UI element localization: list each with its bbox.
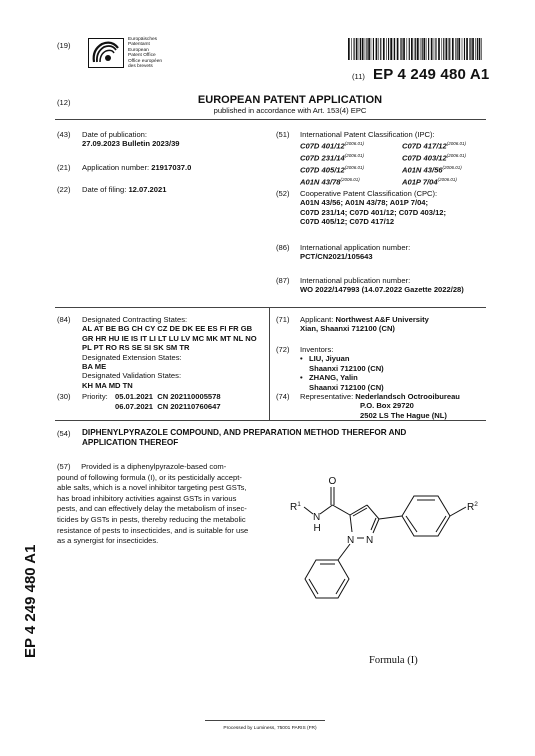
barcode-bar: [477, 38, 478, 60]
field-number-74: (74): [276, 392, 290, 401]
priority-application: CN 202110005578: [157, 392, 221, 401]
field-number-51: (51): [276, 130, 290, 139]
abstract-line: ticides by GSTs in pests, thereby reducing the metabolic: [57, 514, 246, 524]
publication-date-value: 27.09.2023 Bulletin 2023/39: [82, 139, 180, 149]
barcode-bar: [371, 38, 372, 60]
representative-label: Representative:: [300, 392, 356, 401]
field-number-57: (57): [57, 462, 71, 471]
barcode-bar: [359, 38, 360, 60]
barcode-bar: [475, 38, 476, 60]
barcode-bar: [455, 38, 456, 60]
application-number-field: [82, 163, 191, 172]
publication-date-label: Date of publication:: [82, 130, 148, 139]
barcode-bar: [438, 38, 440, 60]
barcode-bar: [388, 38, 389, 60]
barcode-bar: [407, 38, 408, 60]
extension-states-label: Designated Extension States:: [82, 352, 182, 362]
barcode-bar: [356, 38, 358, 60]
inventor-address: Shaanxi 712100 (CN): [309, 363, 384, 373]
ipc-label: International Patent Classification (IPC):: [300, 130, 435, 139]
barcode-bar: [472, 38, 474, 60]
extension-states-value: BA ME: [82, 362, 107, 372]
intl-application-label: International application number:: [300, 243, 411, 252]
priority-date: 05.01.2021: [115, 392, 154, 401]
designated-states-label: Designated Contracting States:: [82, 315, 188, 324]
barcode-bar: [365, 38, 366, 60]
office-name-line: Patentamt: [128, 42, 150, 48]
ipc-row: [300, 163, 494, 175]
designated-states-line: GR HR HU IE IS IT LI LT LU LV MC MK MT NL NO: [82, 333, 257, 343]
barcode-bar: [435, 38, 436, 60]
footer-text: Processed by Luminess, 75001 PARIS (FR): [223, 726, 317, 731]
abstract-line: pests, and can effectively delay the metabolism of insec-: [57, 504, 247, 514]
atom-label-n1: N: [347, 535, 355, 546]
field-number-84: (84): [57, 315, 71, 324]
representative-line: Nederlandsch Octrooibureau: [355, 392, 460, 401]
barcode-bar: [376, 38, 378, 60]
field-number-21: (21): [57, 163, 71, 172]
barcode-bar: [390, 38, 392, 60]
filing-date-field: [82, 185, 166, 194]
barcode-bar: [393, 38, 394, 60]
invention-title: [82, 428, 406, 448]
barcode-bar: [428, 38, 429, 60]
ipc-code: C07D $405/12^{(2006.01)}$: [300, 165, 365, 175]
barcode-bar: [378, 38, 379, 60]
barcode-bar: [403, 38, 405, 60]
priority-application: CN 202110760647: [157, 401, 221, 411]
barcode-bar: [423, 38, 425, 60]
office-name-line: European: [128, 47, 149, 53]
priority-date: 06.07.2021: [115, 401, 154, 411]
field-number-54: (54): [57, 429, 71, 438]
structure-bonds: [304, 487, 466, 598]
applicant-name: Northwest A&F University: [335, 315, 429, 324]
atom-label-r1: $R^1$: [290, 501, 301, 513]
barcode-bar: [462, 38, 463, 60]
field-number-30: (30): [57, 392, 71, 401]
barcode-bar: [360, 38, 361, 60]
barcode-bar: [415, 38, 416, 60]
ipc-row: [300, 139, 494, 151]
barcode-bar: [380, 38, 381, 60]
barcode-bar: [414, 38, 415, 60]
cpc-field: [300, 189, 446, 227]
ipc-row: [300, 175, 494, 187]
barcode-bar: [394, 38, 395, 60]
inventors-label: Inventors:: [300, 345, 334, 354]
publication-number: EP 4 249 480 A1: [373, 66, 490, 83]
atom-label-oxygen: O: [328, 476, 337, 487]
ipc-row: [300, 151, 494, 163]
abstract-line: pound of following formula (I), or its pesticidally accept-: [57, 472, 242, 482]
abstract-line: has broad inhibitory activities against GSTs in various: [57, 493, 237, 503]
atom-label-n2: N: [366, 535, 374, 546]
publication-date-field: [82, 130, 180, 149]
barcode-bar: [470, 38, 471, 60]
barcode-bar: [457, 38, 458, 60]
side-publication-number: EP 4 249 480 A1: [22, 544, 39, 658]
invention-title-line: DIPHENYLPYRAZOLE COMPOUND, AND PREPARATION METHOD THEREFOR AND: [82, 428, 407, 437]
ipc-code: A01N $43/78^{(2006.01)}$: [300, 177, 360, 187]
office-name-line: Patent Office: [128, 53, 156, 59]
barcode-bar: [397, 38, 399, 60]
barcode-bar: [366, 38, 367, 60]
priority-row: [115, 392, 221, 401]
office-name-line: Office européen: [128, 58, 163, 64]
abstract-line: as a synergist for insecticides.: [57, 536, 159, 546]
formula-caption: Formula (I): [369, 655, 418, 666]
ipc-code: C07D $403/12^{(2006.01)}$: [402, 153, 467, 163]
ipc-code: A01N $43/56^{(2006.01)}$: [402, 165, 462, 175]
filing-date-label: Date of filing:: [82, 185, 129, 194]
applicant-address: Xian, Shaanxi 712100 (CN): [300, 324, 395, 334]
ipc-code: A01P $7/04^{(2006.01)}$: [402, 177, 457, 187]
priority-field: [82, 392, 108, 401]
priority-label: Priority:: [82, 392, 108, 401]
barcode-bar: [362, 38, 364, 60]
section-divider-top: [55, 307, 486, 308]
barcode-bar: [458, 38, 460, 60]
invention-title-line: APPLICATION THEREOF: [82, 438, 179, 447]
barcode-bar: [443, 38, 444, 60]
representative-line: 2502 LS The Hague (NL): [360, 410, 447, 420]
field-number-52: (52): [276, 189, 290, 198]
ipc-code: C07D $231/14^{(2006.01)}$: [300, 153, 365, 163]
designated-states-line: AL AT BE BG CH CY CZ DE DK EE ES FI FR GB: [82, 324, 253, 334]
abstract-line: resistance of pests to insecticides, and is suitable for use: [57, 525, 249, 535]
footer-divider: [205, 720, 325, 721]
barcode-bar: [481, 38, 482, 60]
barcode-bar: [383, 38, 385, 60]
barcode-bar: [420, 38, 421, 60]
barcode-bar: [466, 38, 468, 60]
epo-logo-icon: [88, 38, 124, 68]
ipc-code: C07D $417/12^{(2006.01)}$: [402, 141, 467, 151]
inventor-name: • ZHANG, Yalin: [300, 373, 384, 382]
designated-states-field: [82, 315, 268, 390]
barcode-bar: [448, 38, 449, 60]
barcode-bar: [441, 38, 442, 60]
office-name-line: Europäisches: [128, 37, 158, 42]
atom-label-amide-n: N: [313, 512, 321, 523]
field-number-71: (71): [276, 315, 290, 324]
document-type: EUROPEAN PATENT APPLICATION: [197, 94, 383, 106]
abstract: [57, 462, 269, 547]
intl-application-value: PCT/CN2021/105643: [300, 252, 373, 262]
inventor-address: Shaanxi 712100 (CN): [309, 382, 384, 392]
field-number-87: (87): [276, 276, 290, 285]
atom-label-r2: $R^2$: [467, 501, 478, 513]
barcode-bar: [452, 38, 454, 60]
cpc-line: C07D 231/14; C07D 401/12; C07D 403/12;: [300, 207, 447, 217]
barcode-bar: [348, 38, 350, 60]
intl-publication-label: International publication number:: [300, 276, 411, 285]
barcode: [348, 38, 484, 65]
validation-states-label: Designated Validation States:: [82, 371, 182, 381]
barcode-bar: [409, 38, 410, 60]
barcode-bar: [373, 38, 374, 60]
barcode-bar: [449, 38, 450, 60]
cpc-label: Cooperative Patent Classification (CPC):: [300, 189, 438, 198]
abstract-line: Provided is a diphenylpyrazole-based com-: [81, 462, 227, 471]
field-number-72: (72): [276, 345, 290, 354]
office-names: [128, 37, 162, 69]
field-number-86: (86): [276, 243, 290, 252]
barcode-bar: [401, 38, 402, 60]
field-number-22: (22): [57, 185, 71, 194]
field-number-11: (11): [352, 72, 365, 81]
field-number-43: (43): [57, 130, 71, 139]
barcode-bar: [400, 38, 401, 60]
validation-states-value: KH MA MD TN: [82, 380, 133, 390]
barcode-bar: [368, 38, 370, 60]
barcode-bar: [417, 38, 419, 60]
application-number-label: Application number:: [82, 163, 152, 172]
barcode-bar: [411, 38, 413, 60]
atom-label-h: H: [313, 523, 321, 534]
ipc-field: [300, 130, 494, 187]
ipc-code: C07D $401/12^{(2006.01)}$: [300, 141, 365, 151]
abstract-line: able salts, which is a novel inhibitor targeting pest GSTs,: [57, 483, 247, 493]
structure-atom-labels: [290, 476, 478, 546]
cpc-line: A01N 43/56; A01N 43/78; A01P 7/04;: [300, 198, 429, 208]
barcode-bar: [351, 38, 352, 60]
intl-publication-value: WO 2022/147993 (14.07.2022 Gazette 2022/28): [300, 285, 464, 295]
designated-states-line: PL PT RO RS SE SI SK SM TR: [82, 343, 190, 353]
barcode-bar: [426, 38, 427, 60]
representative-field: [300, 392, 460, 420]
barcode-bar: [446, 38, 448, 60]
applicant-label: Applicant:: [300, 315, 336, 324]
field-number-19: (19): [57, 41, 71, 50]
barcode-bar: [479, 38, 481, 60]
field-number-12: (12): [57, 98, 71, 107]
header-divider: [55, 119, 486, 120]
barcode-bar: [386, 38, 387, 60]
barcode-bar: [354, 38, 355, 60]
inventor-name: • LIU, Jiyuan: [300, 354, 384, 363]
chemical-structure: [280, 460, 495, 635]
intl-application-field: [300, 243, 410, 262]
representative-line: P.O. Box 29720: [360, 401, 414, 411]
barcode-bar: [431, 38, 433, 60]
applicant-field: [300, 315, 429, 334]
barcode-bar: [422, 38, 423, 60]
inventors-field: [300, 345, 384, 392]
intl-publication-field: [300, 276, 464, 295]
epo-logo: [88, 38, 124, 68]
section-vertical-divider: [269, 307, 270, 420]
priority-row: [115, 402, 221, 411]
office-name-line: des brevets: [128, 64, 153, 70]
filing-date-value: 12.07.2021: [128, 185, 167, 194]
barcode-bar: [434, 38, 435, 60]
application-number-value: 21917037.0: [151, 163, 192, 172]
barcode-bar: [469, 38, 470, 60]
barcode-bar: [464, 38, 465, 60]
cpc-line: C07D 405/12; C07D 417/12: [300, 217, 395, 227]
barcode-graphic: [348, 38, 484, 60]
document-subtitle: published in accordance with Art. 153(4) EPC: [213, 106, 367, 115]
